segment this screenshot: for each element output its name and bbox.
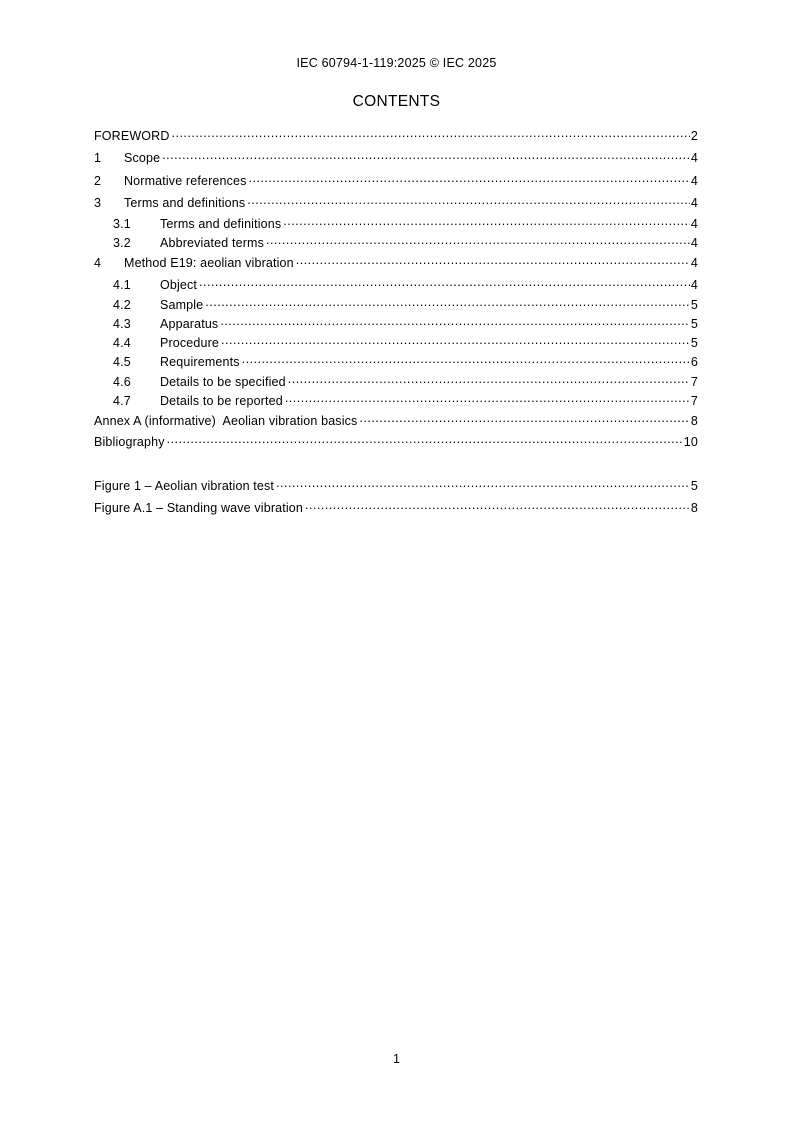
toc-entry-number: 1 <box>94 151 102 165</box>
toc-entry-page: 4 <box>690 217 698 231</box>
dot-leader <box>247 193 690 207</box>
toc-entry-number: 4.6 <box>113 375 131 389</box>
toc-entry-4-6[interactable] <box>94 372 698 390</box>
toc-entry-terms-and-definitions[interactable] <box>94 193 698 211</box>
dot-leader <box>283 214 690 228</box>
toc-entry-4-7[interactable] <box>94 391 698 409</box>
toc-entry-number: 4.7 <box>113 394 131 408</box>
toc-entry-page: 6 <box>690 355 698 369</box>
toc-entry-4-4[interactable] <box>94 333 698 351</box>
figure-entry-label: Figure A.1 – Standing wave vibration <box>94 501 303 515</box>
toc-entry-number: 4.4 <box>113 336 131 350</box>
toc-entry-label: Annex A (informative) Aeolian vibration basics <box>94 414 358 428</box>
page-number: 1 <box>393 1052 400 1066</box>
toc-entry-page: 5 <box>690 317 698 331</box>
toc-entry-page: 2 <box>690 129 698 143</box>
figure-entry-page: 8 <box>690 501 698 515</box>
toc-entry-page: 5 <box>690 336 698 350</box>
toc-entry-foreword[interactable] <box>94 126 698 144</box>
toc-entry-annex-a[interactable] <box>94 411 698 429</box>
dot-leader <box>266 233 690 247</box>
figure-entry-page: 5 <box>690 479 698 493</box>
toc-entry-4-2[interactable] <box>94 295 698 313</box>
toc-entry-method-e19[interactable] <box>94 253 698 271</box>
document-header: IEC 60794-1-119:2025 © IEC 2025 <box>296 56 497 70</box>
toc-entry-label: Apparatus <box>160 317 219 331</box>
figure-entry-figure-a1[interactable] <box>94 498 698 516</box>
toc-entry-page: 7 <box>690 375 698 389</box>
toc-entry-label: Scope <box>124 151 161 165</box>
toc-entry-label: Terms and definitions <box>160 217 282 231</box>
toc-entry-normative-references[interactable] <box>94 171 698 189</box>
toc-entry-label: Terms and definitions <box>124 196 246 210</box>
toc-entry-label: Sample <box>160 298 204 312</box>
toc-entry-page: 5 <box>690 298 698 312</box>
toc-entry-page: 4 <box>690 151 698 165</box>
toc-entry-label: Normative references <box>124 174 247 188</box>
dot-leader <box>249 171 690 185</box>
dot-leader <box>172 126 690 140</box>
toc-entry-label: Requirements <box>160 355 240 369</box>
dot-leader <box>359 411 689 425</box>
toc-entry-number: 3.2 <box>113 236 131 250</box>
toc-entry-label: Bibliography <box>94 435 165 449</box>
dot-leader <box>285 391 690 405</box>
dot-leader <box>221 333 690 347</box>
figure-entry-figure-1[interactable] <box>94 476 698 494</box>
dot-leader <box>162 148 690 162</box>
dot-leader <box>288 372 690 386</box>
dot-leader <box>305 498 690 512</box>
toc-entry-3-2[interactable] <box>94 233 698 251</box>
dot-leader <box>205 295 690 309</box>
toc-entry-label: Details to be reported <box>160 394 283 408</box>
dot-leader <box>220 314 690 328</box>
toc-entry-page: 8 <box>690 414 698 428</box>
toc-entry-4-3[interactable] <box>94 314 698 332</box>
toc-entry-page: 4 <box>690 236 698 250</box>
toc-entry-label: Details to be specified <box>160 375 286 389</box>
toc-entry-page: 10 <box>683 435 698 449</box>
toc-entry-page: 7 <box>690 394 698 408</box>
toc-entry-label: FOREWORD <box>94 129 170 143</box>
toc-entry-number: 4 <box>94 256 102 270</box>
dot-leader <box>242 352 690 366</box>
toc-entry-label: Abbreviated terms <box>160 236 264 250</box>
toc-entry-label: Object <box>160 278 198 292</box>
toc-entry-number: 4.5 <box>113 355 131 369</box>
contents-title: CONTENTS <box>352 93 441 110</box>
toc-entry-scope[interactable] <box>94 148 698 166</box>
toc-entry-number: 4.3 <box>113 317 131 331</box>
dot-leader <box>199 275 690 289</box>
toc-entry-page: 4 <box>690 174 698 188</box>
toc-entry-bibliography[interactable] <box>94 432 698 450</box>
toc-entry-label: Procedure <box>160 336 220 350</box>
figure-entry-label: Figure 1 – Aeolian vibration test <box>94 479 275 493</box>
toc-entry-number: 4.2 <box>113 298 131 312</box>
dot-leader <box>296 253 690 267</box>
dot-leader <box>167 432 683 446</box>
toc-entry-number: 2 <box>94 174 102 188</box>
toc-entry-page: 4 <box>690 256 698 270</box>
toc-entry-page: 4 <box>690 196 698 210</box>
toc-entry-page: 4 <box>690 278 698 292</box>
toc-entry-3-1[interactable] <box>94 214 698 232</box>
toc-entry-4-5[interactable] <box>94 352 698 370</box>
dot-leader <box>276 476 690 490</box>
toc-entry-label: Method E19: aeolian vibration <box>124 256 294 270</box>
toc-entry-4-1[interactable] <box>94 275 698 293</box>
toc-entry-number: 4.1 <box>113 278 131 292</box>
toc-entry-number: 3.1 <box>113 217 131 231</box>
toc-entry-number: 3 <box>94 196 102 210</box>
